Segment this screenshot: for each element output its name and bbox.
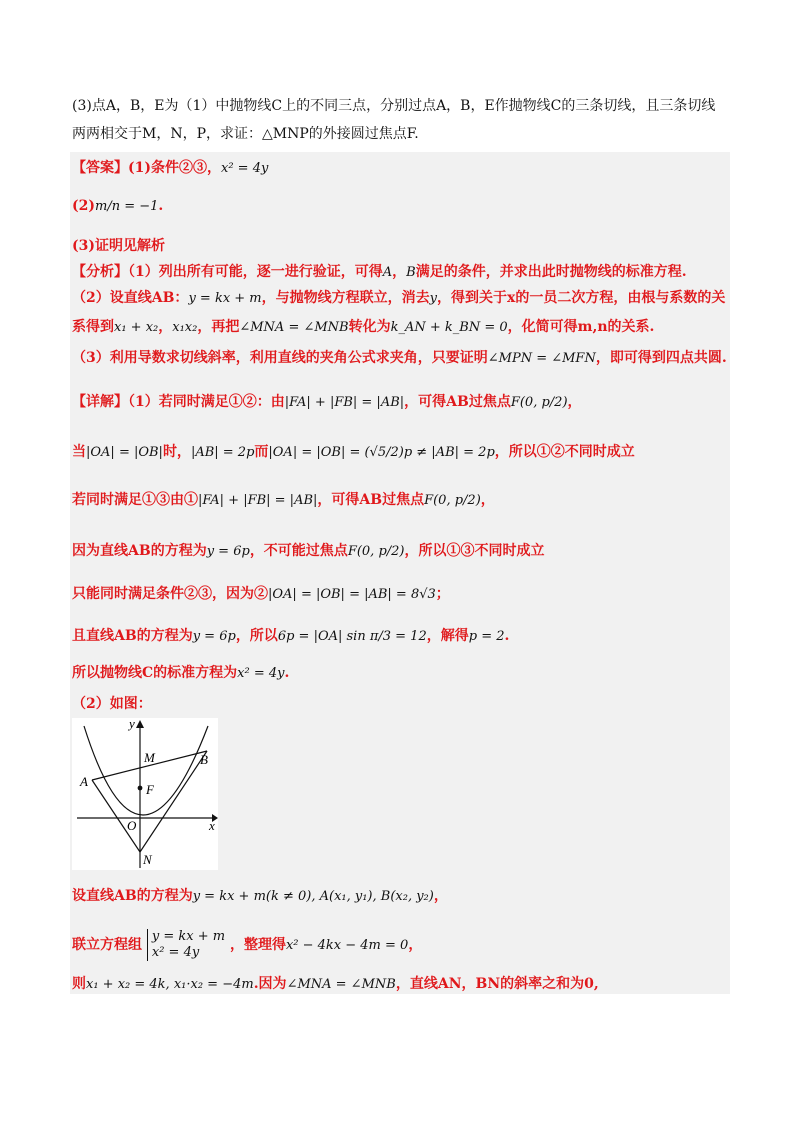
answer-part1-math: x² = 4y xyxy=(221,161,269,176)
problem-line-1: (3)点A，B，E为（1）中抛物线C上的不同三点，分别过点A，B，E作抛物线C的三条切线，且三条切线 xyxy=(72,98,716,114)
detail-text: 只能同时满足条件②③，因为② xyxy=(72,586,268,602)
label-x: x xyxy=(209,818,215,833)
detail-math: |AB| = 2p xyxy=(190,445,255,460)
analysis-math: ∠MNA = ∠MNB xyxy=(239,320,349,335)
detail-text: 若同时满足①③由① xyxy=(72,492,198,508)
detail-line-6 xyxy=(72,626,509,647)
line-bn xyxy=(140,751,207,852)
analysis-math: B xyxy=(406,265,416,280)
analysis-math: k_AN + k_BN = 0 xyxy=(390,320,508,335)
detail-text: ，整理得 xyxy=(229,937,286,953)
detail-line-4 xyxy=(72,541,544,562)
system-equation-1: y = kx + m xyxy=(151,929,226,944)
analysis-text: （3）利用导数求切线斜率，利用直线的夹角公式求夹角，只要证明 xyxy=(72,350,488,366)
detail-math: y = kx + m(k ≠ 0), A(x₁, y₁), B(x₂, y₂) xyxy=(192,889,434,904)
analysis-text: 转化为 xyxy=(348,319,391,335)
analysis-text: ， xyxy=(158,319,173,335)
label-n: N xyxy=(143,852,152,867)
detail-math: x₁ + x₂ = 4k, x₁·x₂ = −4m xyxy=(86,977,254,992)
detail-line-7 xyxy=(72,663,289,684)
detail-math: |FA| + |FB| = |AB| xyxy=(284,395,405,410)
parabola-curve xyxy=(84,726,208,815)
detail-line-11 xyxy=(72,974,599,995)
detail-text: ，可得AB过焦点 xyxy=(404,394,511,410)
label-m: M xyxy=(144,750,155,765)
detail-text: ，所以 xyxy=(235,628,278,644)
label-y: y xyxy=(129,718,135,731)
answer-line-2 xyxy=(72,196,163,217)
analysis-text: 满足的条件，并求出此时抛物线的标准方程. xyxy=(415,264,687,280)
detail-math: |OA| = |OB| = |AB| = 8√3 xyxy=(268,587,436,602)
analysis-text: 系得到 xyxy=(72,319,114,335)
analysis-text: ， xyxy=(392,264,407,280)
answer-part3: (3)证明见解析 xyxy=(72,238,165,254)
analysis-math: x₁x₂ xyxy=(172,320,198,335)
detail-line-10 xyxy=(72,929,422,961)
detail-math: y = 6p xyxy=(192,629,236,644)
detail-text: ， xyxy=(433,888,448,904)
analysis-line-2 xyxy=(72,288,725,309)
answer-label: 【答案】 xyxy=(72,160,128,176)
label-a: A xyxy=(80,774,88,789)
detail-text: ； xyxy=(435,586,450,602)
analysis-text: ，与抛物线方程联立，消去 xyxy=(261,290,430,306)
focus-point xyxy=(138,786,143,791)
detail-text: ，直线AN，BN的斜率之和为0, xyxy=(395,976,599,992)
parabola-figure xyxy=(72,718,218,870)
analysis-math: A xyxy=(382,265,393,280)
detail-line-8: （2）如图： xyxy=(72,696,152,712)
detail-math: |FA| + |FB| = |AB| xyxy=(198,493,318,508)
detail-text: ，可得AB过焦点 xyxy=(317,492,425,508)
analysis-math: y xyxy=(429,291,437,306)
detail-text: ， xyxy=(567,394,582,410)
answer-part2-math: m/n = −1 xyxy=(95,199,159,214)
detail-math: F(0, p/2) xyxy=(510,395,568,410)
analysis-line-3 xyxy=(72,317,654,338)
detail-text: 则 xyxy=(72,976,86,992)
detail-text: 所以抛物线C的标准方程为 xyxy=(72,665,238,681)
analysis-text: ，化简可得m,n的关系. xyxy=(507,319,655,335)
detail-text: 设直线AB的方程为 xyxy=(72,888,193,904)
detail-math: x² = 4y xyxy=(237,666,285,681)
y-axis-arrow xyxy=(136,720,144,728)
detail-math: ∠MNA = ∠MNB xyxy=(286,977,396,992)
detail-text: . xyxy=(284,665,290,681)
analysis-math: y = kx + m xyxy=(188,291,262,306)
detail-text: 而 xyxy=(254,444,269,460)
label-o: O xyxy=(127,818,137,833)
answer-part2-suffix: . xyxy=(158,198,164,214)
detail-text: ， xyxy=(408,937,423,953)
detail-text: 因为直线AB的方程为 xyxy=(72,543,207,559)
detail-text: 且直线AB的方程为 xyxy=(72,628,193,644)
detail-line-1 xyxy=(72,392,582,413)
system-equation-2: x² = 4y xyxy=(151,945,200,960)
detail-line-9 xyxy=(72,886,448,907)
label-b: B xyxy=(200,752,208,767)
detail-text: 当 xyxy=(72,444,86,460)
parabola-diagram xyxy=(72,718,218,870)
detail-math: 6p = |OA| sin π/3 = 12 xyxy=(277,629,427,644)
detail-text: .因为 xyxy=(253,976,287,992)
detail-line-5 xyxy=(72,584,450,605)
detail-text: ，所以①②不同时成立 xyxy=(494,444,635,460)
detail-line-3 xyxy=(72,490,495,511)
detail-line-2 xyxy=(72,442,635,463)
analysis-label: 【分析】 xyxy=(72,264,128,280)
detail-text: ，不可能过焦点 xyxy=(249,543,348,559)
answer-part2-prefix: (2) xyxy=(72,198,95,214)
line-an xyxy=(92,780,140,852)
analysis-text: （1）列出所有可能，逐一进行验证，可得 xyxy=(128,264,383,280)
detail-text: （1）若同时满足①②：由 xyxy=(128,394,285,410)
analysis-text: ，即可得到四点共圆. xyxy=(595,350,727,366)
detail-math: x² − 4kx − 4m = 0 xyxy=(285,938,409,953)
detail-math: y = 6p xyxy=(206,544,250,559)
detail-text: ， xyxy=(480,492,495,508)
equation-system xyxy=(147,929,225,961)
analysis-math: ∠MPN = ∠MFN xyxy=(487,351,596,366)
detail-math: |OA| = |OB| xyxy=(86,445,163,460)
analysis-text: ，得到关于x的一员二次方程，由根与系数的关 xyxy=(437,290,726,306)
label-f: F xyxy=(146,782,154,797)
answer-part1-text: (1)条件②③， xyxy=(128,160,221,176)
detail-math: F(0, p/2) xyxy=(424,493,481,508)
analysis-text: ，再把 xyxy=(197,319,240,335)
detail-math: p = 2 xyxy=(468,629,505,644)
detail-math: F(0, p/2) xyxy=(347,544,405,559)
detail-text: ，所以①③不同时成立 xyxy=(404,543,545,559)
answer-line-1 xyxy=(72,158,268,179)
analysis-line-4 xyxy=(72,348,727,369)
detail-text: 时， xyxy=(162,444,191,460)
detail-math: |OA| = |OB| = (√5/2)p ≠ |AB| = 2p xyxy=(268,445,495,460)
detail-text: . xyxy=(504,628,510,644)
detail-label: 【详解】 xyxy=(72,394,128,410)
analysis-line-1 xyxy=(72,262,687,283)
problem-line-2: 两两相交于M，N，P，求证：△MNP的外接圆过焦点F. xyxy=(72,126,419,142)
analysis-text: （2）设直线AB： xyxy=(72,290,189,306)
detail-text: 联立方程组 xyxy=(72,937,142,953)
analysis-math: x₁ + x₂ xyxy=(114,320,159,335)
detail-text: ，解得 xyxy=(426,628,469,644)
